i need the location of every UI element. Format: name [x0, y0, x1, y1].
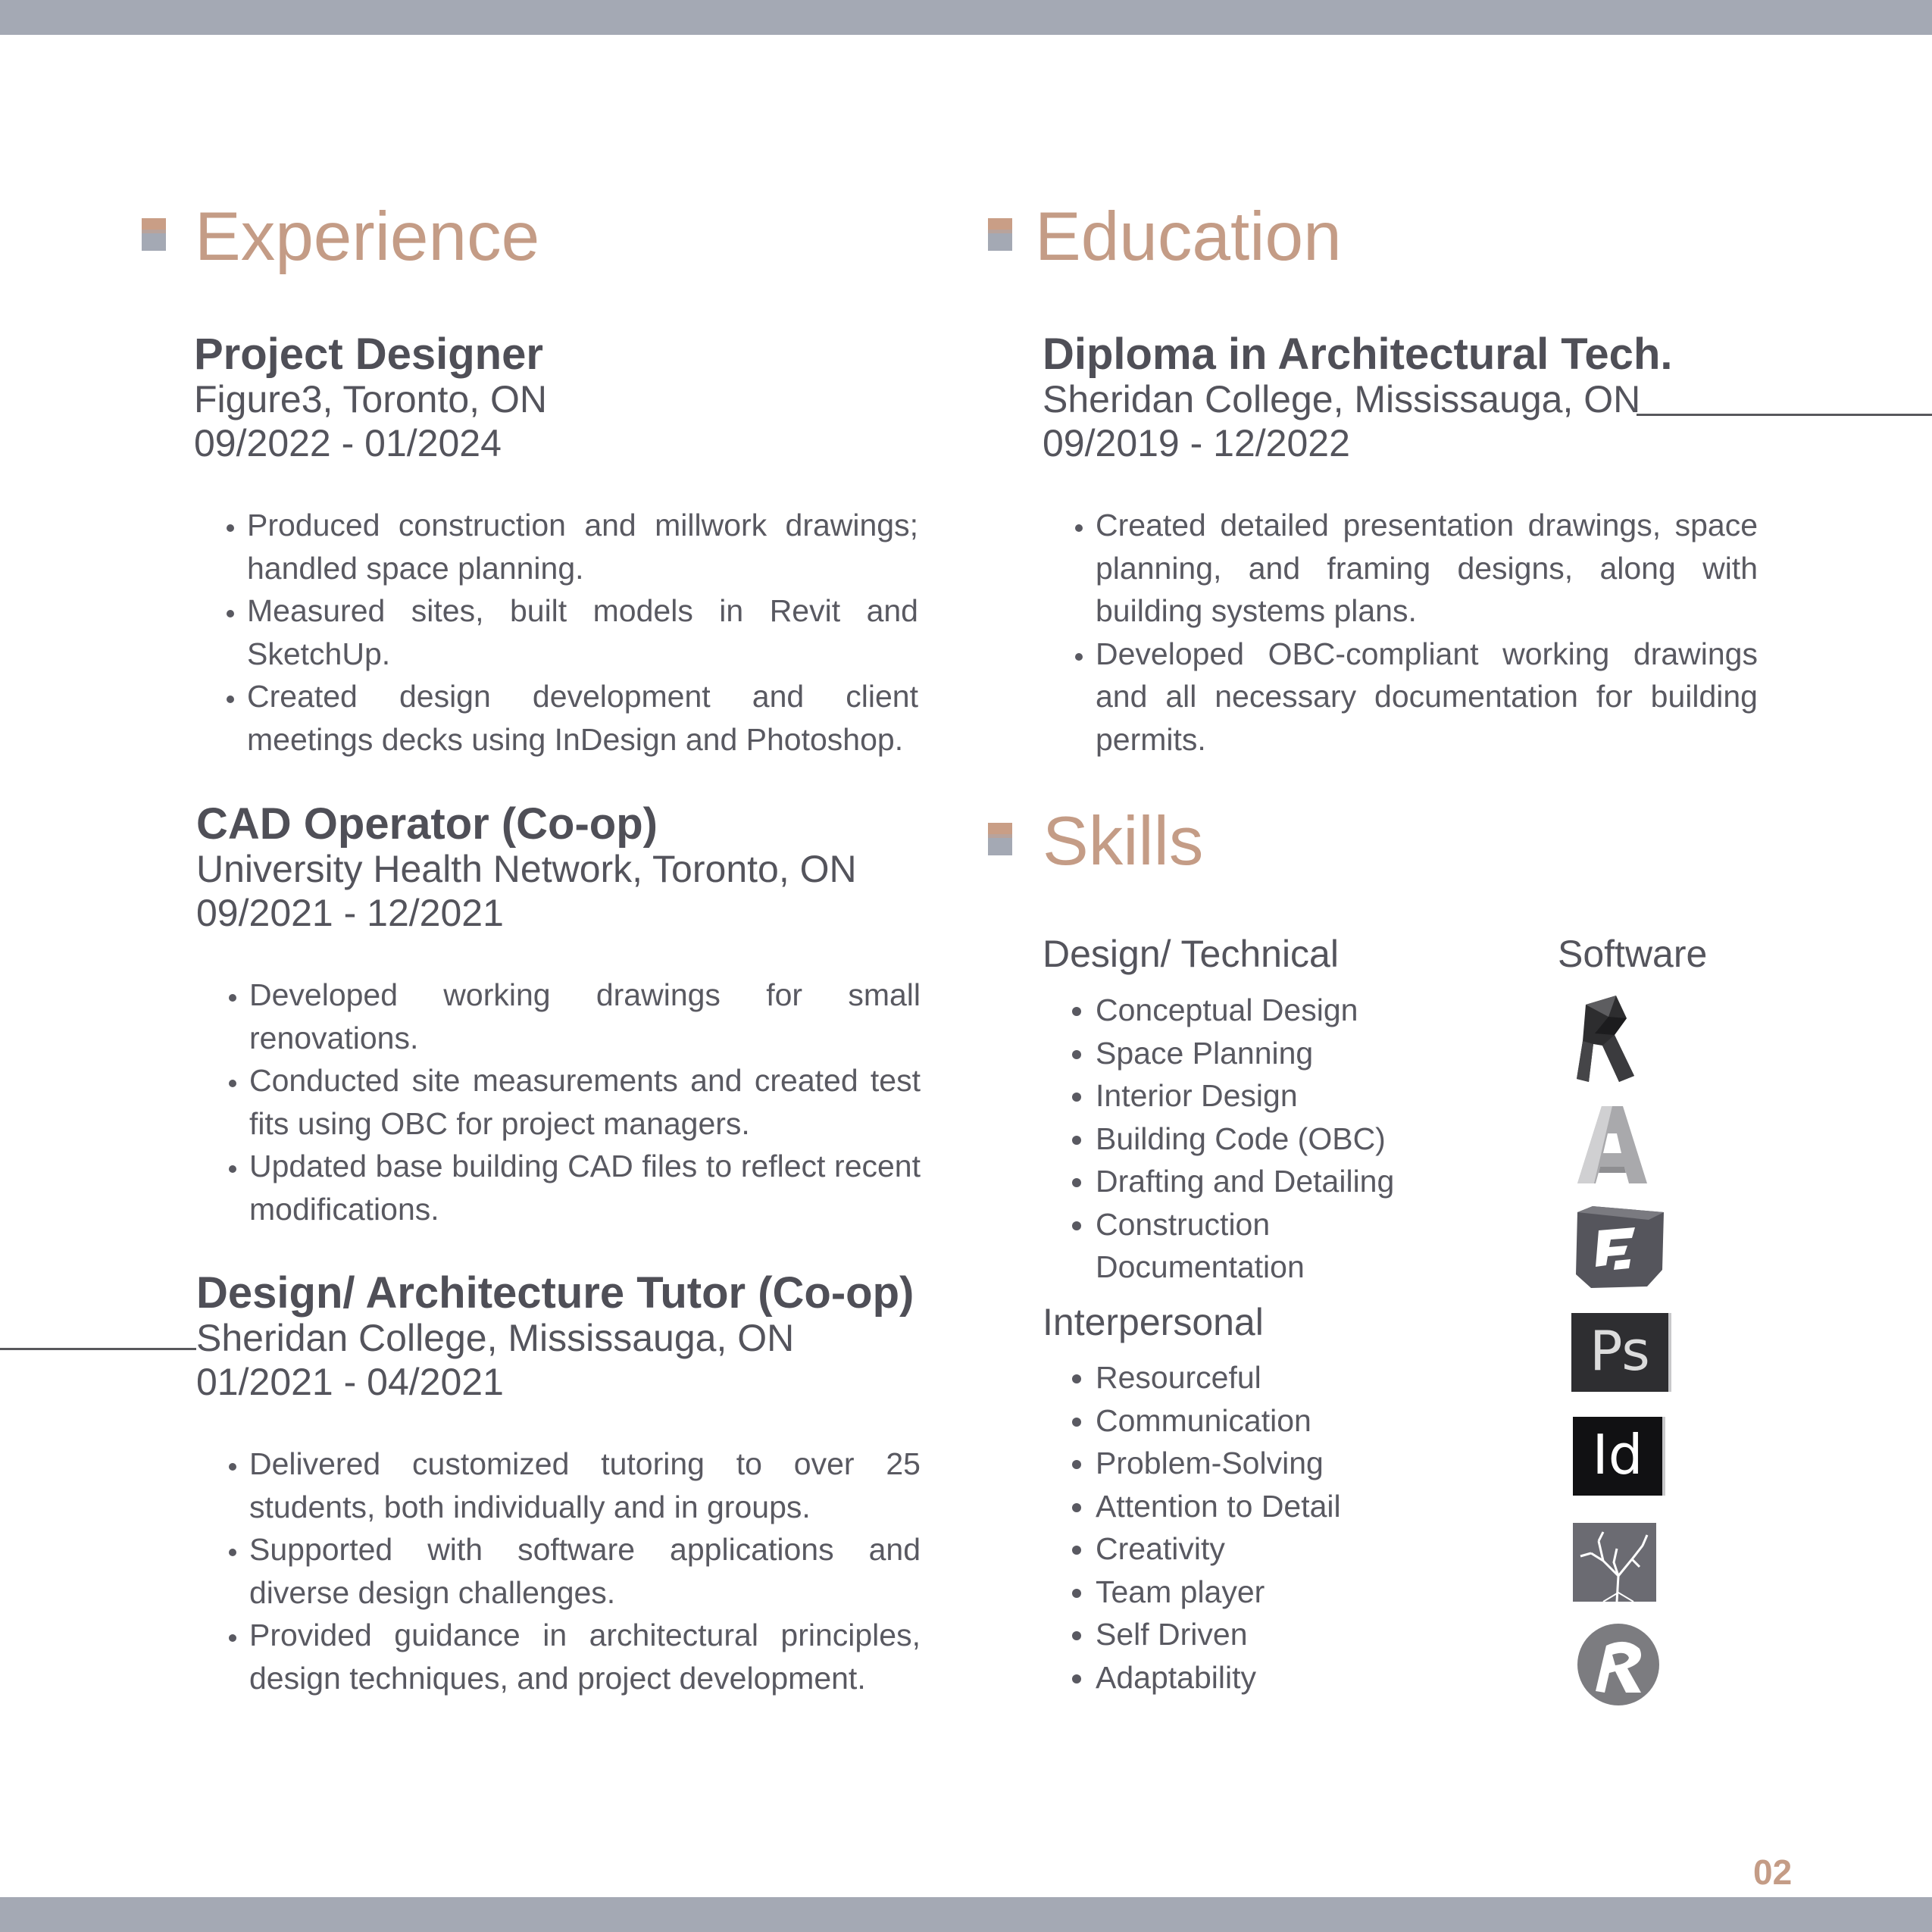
job-bullets	[196, 974, 921, 1230]
education-title: Education	[1035, 199, 1342, 275]
list-item: • Measured sites, built models in Revit and SketchUp.	[247, 589, 918, 675]
section-marker	[142, 218, 166, 251]
job-tutor	[196, 1268, 914, 1404]
bottom-bar	[0, 1897, 1932, 1932]
revit-icon	[1572, 996, 1655, 1083]
software-heading: Software	[1558, 933, 1708, 975]
list-item: • Problem-Solving	[1096, 1442, 1550, 1485]
job-title: CAD Operator (Co-op)	[196, 799, 658, 849]
job-project-designer	[194, 332, 547, 465]
list-item: • Created design development and client meetings decks using InDesign and Photoshop.	[247, 675, 918, 761]
interpersonal-heading: Interpersonal	[1043, 1301, 1264, 1343]
job-company: Sheridan College, Mississauga, ON	[196, 1317, 795, 1359]
job-title: Project Designer	[194, 330, 543, 379]
decorative-line	[0, 1348, 196, 1350]
job-title: Design/ Architecture Tutor (Co-op)	[196, 1268, 914, 1318]
list-item: • Drafting and Detailing	[1096, 1160, 1550, 1203]
education-entry	[1043, 332, 1672, 465]
list-item: • Adaptability	[1096, 1656, 1550, 1699]
list-item: • Attention to Detail	[1096, 1485, 1550, 1528]
list-item: • Provided guidance in architectural principles, design techniques, and project development.	[249, 1614, 921, 1699]
list-item: • Self Driven	[1096, 1613, 1550, 1656]
job-bullets	[196, 1443, 921, 1699]
page-number: 02	[1753, 1852, 1793, 1892]
lumion-icon	[1573, 1523, 1656, 1602]
list-item: • Developed working drawings for small renovations.	[249, 974, 921, 1059]
list-item: • Updated base building CAD files to reflect recent modifications.	[249, 1145, 921, 1230]
job-company: Figure3, Toronto, ON	[194, 378, 547, 420]
list-item: • Space Planning	[1096, 1032, 1550, 1075]
list-item: • Interior Design	[1096, 1074, 1550, 1118]
education-bullets	[1043, 504, 1758, 761]
interpersonal-list	[1043, 1356, 1550, 1699]
section-marker	[988, 823, 1012, 855]
photoshop-icon: Ps	[1571, 1313, 1671, 1392]
list-item: • Created detailed presentation drawings, space planning, and framing designs, along with building systems plans.	[1096, 504, 1758, 633]
list-item: • Delivered customized tutoring to over 25 students, both individually and in groups.	[249, 1443, 921, 1528]
job-company: University Health Network, Toronto, ON	[196, 848, 857, 890]
skills-title: Skills	[1043, 803, 1204, 880]
list-item: • Conducted site measurements and created test fits using OBC for project managers.	[249, 1059, 921, 1145]
decorative-line	[1637, 414, 1932, 416]
job-cad-operator	[196, 799, 857, 935]
list-item: • Building Code (OBC)	[1096, 1118, 1550, 1161]
list-item: • Creativity	[1096, 1527, 1550, 1571]
list-item: • Communication	[1096, 1399, 1550, 1443]
list-item: • Construction Documentation	[1096, 1203, 1323, 1289]
degree-title: Diploma in Architectural Tech.	[1043, 330, 1673, 379]
job-dates: 01/2021 - 04/2021	[196, 1361, 504, 1403]
list-item: • Developed OBC-compliant working drawings and all necessary documentation for building permits.	[1096, 633, 1758, 761]
school-name: Sheridan College, Mississauga, ON	[1043, 378, 1641, 420]
job-bullets	[194, 504, 918, 761]
list-item: • Conceptual Design	[1096, 989, 1550, 1032]
list-item: • Resourceful	[1096, 1356, 1550, 1399]
design-technical-heading: Design/ Technical	[1043, 933, 1339, 975]
sketchup-icon	[1573, 1205, 1665, 1290]
rhino-icon	[1573, 1623, 1664, 1706]
list-item: • Produced construction and millwork drawings; handled space planning.	[247, 504, 918, 589]
design-technical-list	[1043, 989, 1550, 1289]
list-item: • Team player	[1096, 1571, 1550, 1614]
list-item: • Supported with software applications and diverse design challenges.	[249, 1528, 921, 1614]
job-dates: 09/2021 - 12/2021	[196, 892, 504, 934]
job-dates: 09/2022 - 01/2024	[194, 422, 502, 464]
section-marker	[988, 218, 1012, 251]
experience-title: Experience	[195, 199, 540, 275]
top-bar	[0, 0, 1932, 35]
education-dates: 09/2019 - 12/2022	[1043, 422, 1350, 464]
autocad-icon	[1574, 1103, 1650, 1186]
indesign-icon: Id	[1573, 1417, 1665, 1496]
